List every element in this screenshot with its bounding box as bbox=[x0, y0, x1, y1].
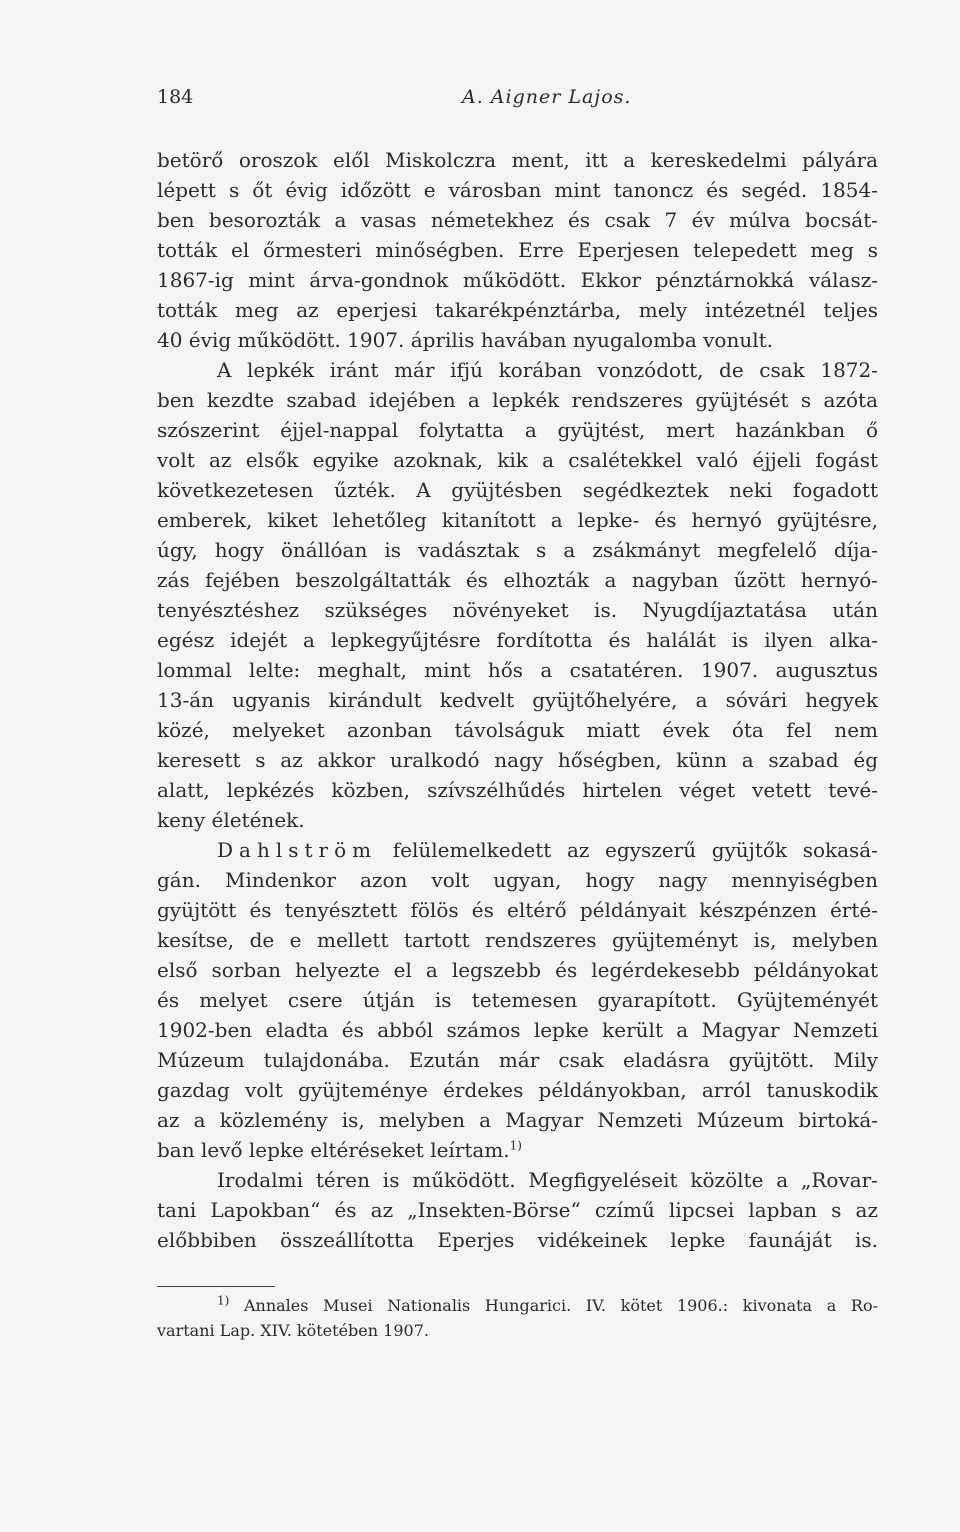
text-line: alatt, lepkézés közben, szívszélhűdés hirtelen véget vetett tevé- bbox=[157, 778, 878, 802]
text-line: ben besorozták a vasas németekhez és csak 7 év múlva bocsát- bbox=[157, 208, 878, 232]
footnote bbox=[157, 1293, 878, 1343]
text-line: közé, melyeket azonban távolságuk miatt évek óta fel nem bbox=[157, 718, 878, 742]
text-line bbox=[157, 835, 878, 865]
text-line: szószerint éjjel-nappal folytatta a gyüjtést, mert hazánkban ő bbox=[157, 418, 878, 442]
text-line: 13-án ugyanis kirándult kedvelt gyüjtőhelyére, a sóvári hegyek bbox=[157, 688, 878, 712]
text-line: úgy, hogy önállóan is vadásztak s a zsákmányt megfelelő díja- bbox=[157, 538, 878, 562]
text-line: 40 évig működött. 1907. április havában nyugalomba vonult. bbox=[157, 328, 774, 352]
text-line: kesítse, de e mellett tartott rendszeres gyüjteményt is, melyben bbox=[157, 928, 878, 952]
text-line: és melyet csere útján is tetemesen gyarapított. Gyüjteményét bbox=[157, 988, 878, 1012]
page-header bbox=[157, 86, 878, 112]
footnote-divider bbox=[157, 1286, 275, 1287]
text-line: gyüjtött és tenyésztett fölös és eltérő példányait készpénzen érté- bbox=[157, 898, 878, 922]
text-line: Múzeum tulajdonába. Ezután már csak eladásra gyüjtött. Mily bbox=[157, 1048, 878, 1072]
footnote-line: vartani Lap. XIV. kötetében 1907. bbox=[157, 1321, 429, 1340]
text-line: volt az elsők egyike azoknak, kik a csalétekkel való éjjeli fogást bbox=[157, 448, 878, 472]
text-line: tották meg az eperjesi takarékpénztárba, mely intézetnél teljes bbox=[157, 298, 878, 322]
text-line: lommal lelte: meghalt, mint hős a csatatéren. 1907. augusztus bbox=[157, 658, 878, 682]
text-line-content: ban levő lepke eltéréseket leírtam. bbox=[157, 1138, 510, 1162]
text-line: következetesen űzték. A gyüjtésben segédkeztek neki fogadott bbox=[157, 478, 878, 502]
text-line: tenyésztéshez szükséges növényeket is. Nyugdíjaztatása után bbox=[157, 598, 878, 622]
text-line: tani Lapokban“ és az „Insekten-Börse“ czímű lipcsei lapban s az bbox=[157, 1198, 878, 1222]
body-text bbox=[157, 145, 878, 1255]
footnote-text: Annales Musei Nationalis Hungarici. IV. kötet 1906.: kivonata a Ro- bbox=[229, 1296, 878, 1315]
text-line: zás fejében beszolgáltatták és elhozták a nagyban űzött hernyó- bbox=[157, 568, 878, 592]
footnote-reference[interactable]: 1) bbox=[509, 1138, 522, 1153]
text-line: tották el őrmesteri minőségben. Erre Eperjesen telepedett meg s bbox=[157, 238, 878, 262]
footnote-line bbox=[157, 1293, 878, 1318]
footnote-marker: 1) bbox=[217, 1293, 230, 1308]
text-line: keresett s az akkor uralkodó nagy hőségben, künn a szabad ég bbox=[157, 748, 878, 772]
text-line: első sorban helyezte el a legszebb és legérdekesebb példányokat bbox=[157, 958, 878, 982]
text-line: gán. Mindenkor azon volt ugyan, hogy nagy mennyiségben bbox=[157, 868, 878, 892]
person-name-spaced: Dahlström bbox=[217, 838, 378, 862]
text-line: egész idejét a lepkegyűjtésre fordította és halálát is ilyen alka- bbox=[157, 628, 878, 652]
text-line: lépett s őt évig időzött e városban mint tanoncz és segéd. 1854- bbox=[157, 178, 878, 202]
running-head: A. Aigner Lajos. bbox=[462, 86, 632, 108]
text-line: keny életének. bbox=[157, 808, 305, 832]
text-line: az a közlemény is, melyben a Magyar Nemzeti Múzeum birtoká- bbox=[157, 1108, 878, 1132]
text-line: betörő oroszok elől Miskolczra ment, itt a kereskedelmi pályára bbox=[157, 148, 878, 172]
text-line: gazdag volt gyüjteménye érdekes példányokban, arról tanuskodik bbox=[157, 1078, 878, 1102]
text-line: Irodalmi téren is működött. Megfigyeléseit közölte a „Rovar- bbox=[217, 1168, 878, 1192]
text-line: A lepkék iránt már ifjú korában vonzódott, de csak 1872- bbox=[217, 358, 878, 382]
text-line bbox=[157, 1135, 878, 1165]
text-line-continuation: felülemelkedett az egyszerű gyüjtők sokasá- bbox=[377, 838, 878, 862]
text-line: emberek, kiket lehetőleg kitanított a lepke- és hernyó gyüjtésre, bbox=[157, 508, 878, 532]
page-number: 184 bbox=[157, 86, 194, 108]
text-line: előbbiben összeállította Eperjes vidékeinek lepke faunáját is. bbox=[157, 1228, 878, 1252]
text-line: ben kezdte szabad idejében a lepkék rendszeres gyüjtését s azóta bbox=[157, 388, 878, 412]
text-line: 1867-ig mint árva-gondnok működött. Ekkor pénztárnokká válasz- bbox=[157, 268, 878, 292]
text-line: 1902-ben eladta és abból számos lepke került a Magyar Nemzeti bbox=[157, 1018, 878, 1042]
